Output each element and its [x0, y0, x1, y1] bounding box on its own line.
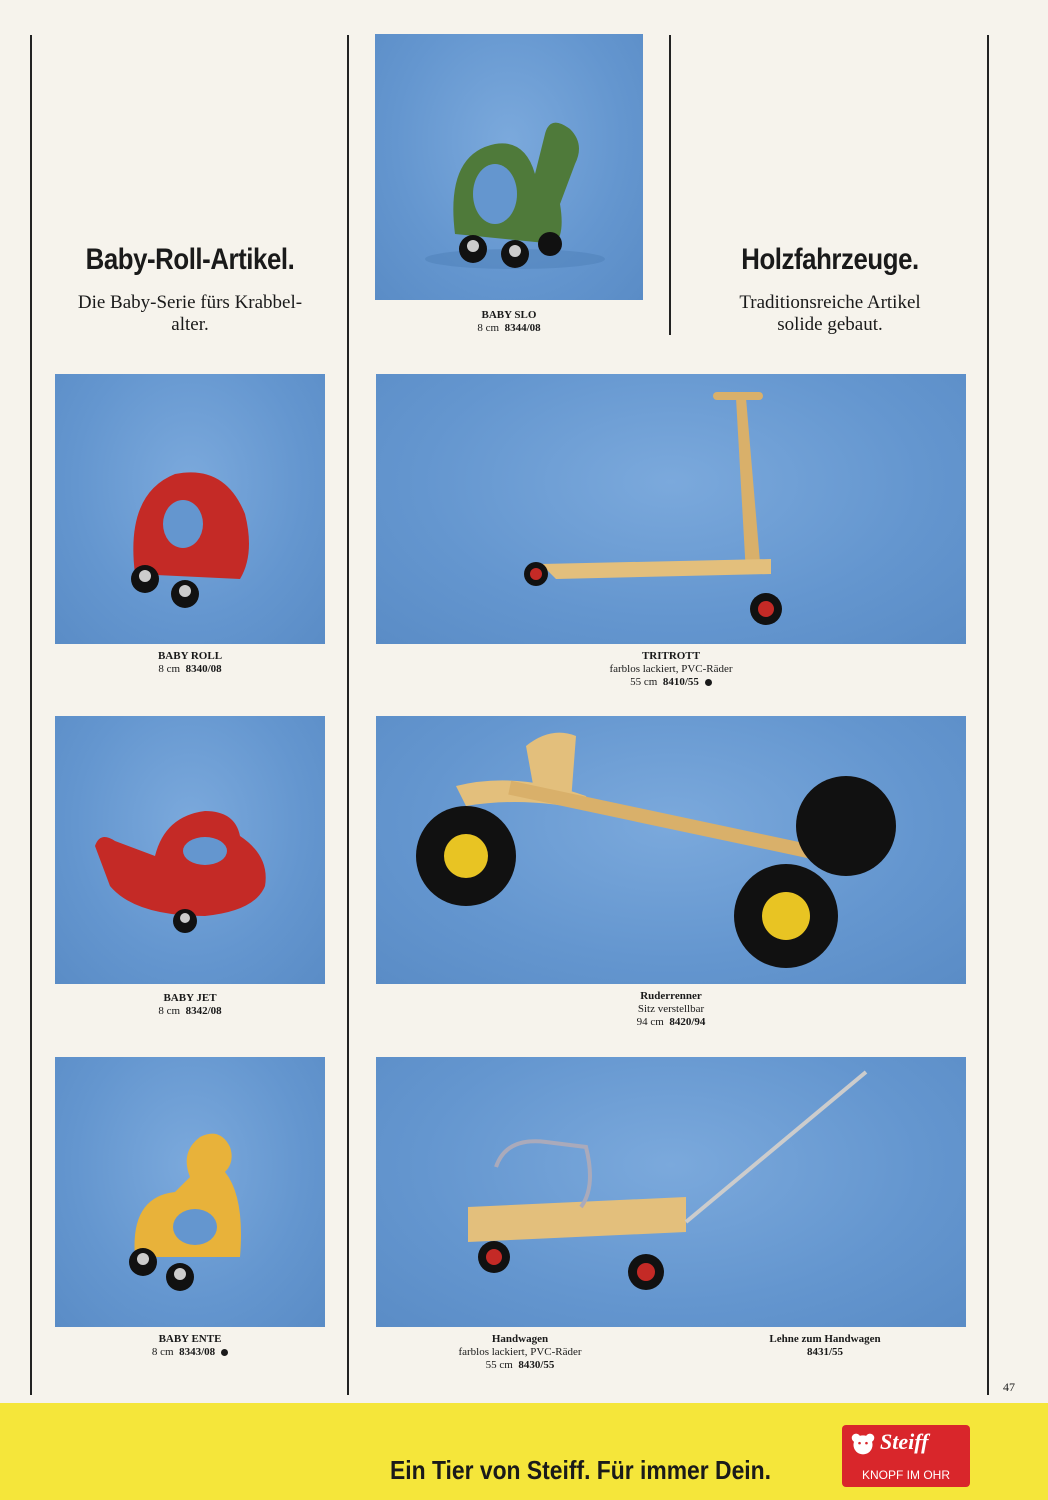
product-code: 8344/08	[504, 322, 541, 334]
product-name: TRITROTT	[641, 650, 701, 662]
product-size: 55 cm	[630, 676, 658, 688]
product-name: BABY JET	[163, 992, 217, 1004]
column-rule-middle	[669, 35, 671, 335]
product-meta	[55, 663, 325, 676]
product-size: 8 cm	[477, 322, 500, 334]
product-name: BABY SLO	[481, 309, 537, 321]
photo-handwagen	[376, 1057, 966, 1327]
caption-baby-jet	[55, 992, 325, 1018]
photo-baby-jet	[55, 716, 325, 984]
jet-toy-illustration	[55, 716, 325, 984]
photo-baby-ente	[55, 1057, 325, 1327]
product-desc: Sitz verstellbar	[637, 1003, 705, 1015]
caption-baby-roll	[55, 650, 325, 676]
caption-baby-ente	[55, 1333, 325, 1359]
logo-tagline: KNOPF IM OHR	[861, 1468, 950, 1482]
product-size: 8 cm	[151, 1346, 174, 1358]
section-heading-baby-roll: Baby-Roll-Artikel.	[85, 243, 295, 276]
product-size: 94 cm	[636, 1016, 664, 1028]
product-code: 8420/94	[669, 1016, 706, 1028]
turtle-toy-illustration	[375, 34, 643, 300]
photo-tritrott	[376, 374, 966, 644]
caption-lehne	[705, 1333, 945, 1359]
show-through-text	[55, 40, 74, 102]
logo-script: Steiff	[880, 1429, 929, 1454]
product-code: 8340/08	[185, 663, 222, 675]
right-margin-rule	[987, 35, 989, 1395]
product-meta	[705, 1346, 945, 1359]
product-code: 8343/08	[179, 1346, 216, 1358]
caption-baby-slo	[375, 309, 643, 335]
section-subtext-baby-roll	[40, 292, 340, 336]
column-rule-left	[347, 35, 349, 1395]
product-name: BABY ROLL	[157, 650, 223, 662]
subtext-line: solide gebaut.	[777, 314, 883, 335]
product-meta	[55, 1005, 325, 1018]
footer-slogan: Ein Tier von Steiff. Für immer Dein.	[390, 1455, 771, 1485]
product-size: 8 cm	[158, 1005, 181, 1017]
product-desc: farblos lackiert, PVC-Räder	[609, 663, 733, 675]
duck-toy-illustration	[55, 1057, 325, 1327]
product-desc: farblos lackiert, PVC-Räder	[458, 1346, 582, 1358]
teddy-bear-icon	[850, 1431, 876, 1457]
caption-ruderrenner	[376, 990, 966, 1029]
product-code: 8431/55	[806, 1346, 844, 1358]
product-size: 55 cm	[485, 1359, 513, 1371]
product-meta	[375, 322, 643, 335]
product-code: 8342/08	[185, 1005, 222, 1017]
subtext-line: Die Baby-Serie fürs Krabbel-	[77, 292, 303, 313]
section-subtext-holzfahrzeuge	[680, 292, 980, 336]
go-kart-illustration	[376, 716, 966, 984]
product-name: Lehne zum Handwagen	[769, 1333, 881, 1345]
product-name: Handwagen	[491, 1333, 549, 1345]
caption-tritrott	[376, 650, 966, 689]
section-heading-holzfahrzeuge: Holzfahrzeuge.	[741, 243, 919, 276]
wagon-illustration	[376, 1057, 966, 1327]
product-meta	[376, 1016, 966, 1029]
caption-handwagen	[395, 1333, 645, 1372]
product-name: BABY ENTE	[158, 1333, 222, 1345]
photo-baby-roll	[55, 374, 325, 644]
photo-ruderrenner	[376, 716, 966, 984]
bullet-marker	[221, 1349, 228, 1356]
product-meta	[376, 676, 966, 689]
photo-baby-slo	[375, 34, 643, 300]
product-size: 8 cm	[158, 663, 181, 675]
scooter-illustration	[376, 374, 966, 644]
product-meta	[55, 1346, 325, 1359]
product-meta	[395, 1359, 645, 1372]
subtext-line: alter.	[171, 314, 209, 335]
product-name: Ruderrenner	[640, 990, 702, 1002]
page-number: 47	[1003, 1380, 1015, 1394]
bullet-marker	[705, 679, 712, 686]
roll-toy-illustration	[55, 374, 325, 644]
steiff-logo	[842, 1425, 970, 1487]
product-code: 8430/55	[518, 1359, 555, 1371]
subtext-line: Traditionsreiche Artikel	[739, 292, 921, 313]
product-code: 8410/55	[662, 676, 699, 688]
left-margin-rule	[30, 35, 32, 1395]
